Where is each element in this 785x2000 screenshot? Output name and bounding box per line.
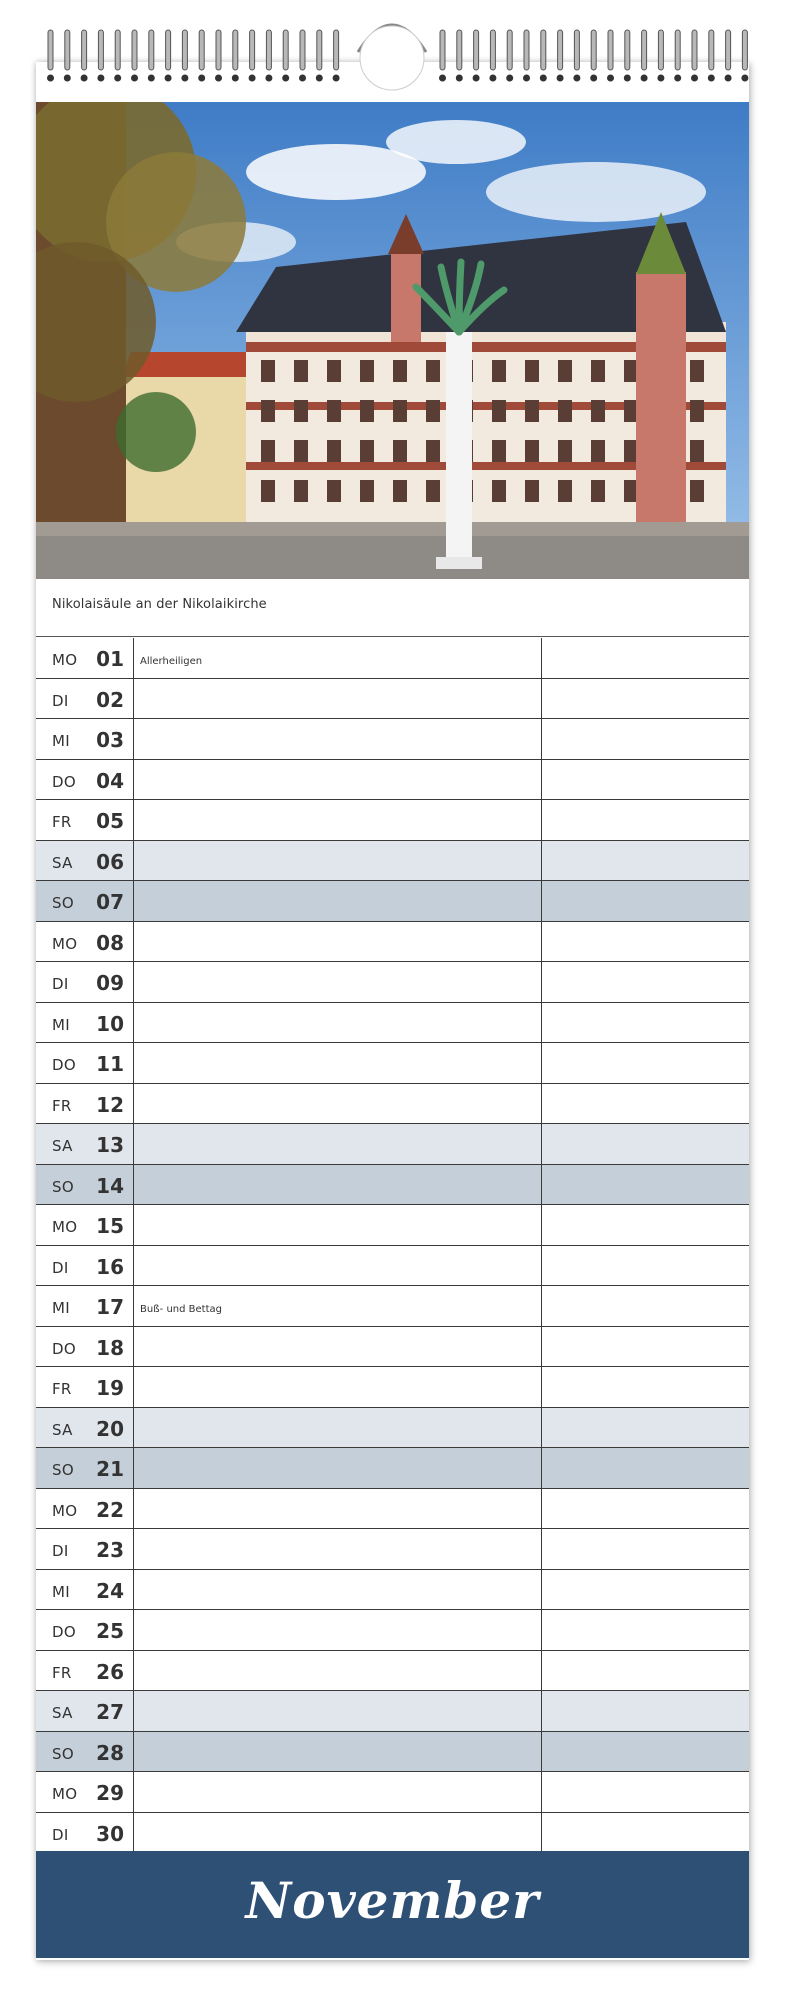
day-of-week: SO: [52, 894, 74, 912]
building-window: [690, 400, 704, 422]
building-window: [294, 400, 308, 422]
day-row: [36, 962, 749, 1003]
binding-hole: [265, 75, 272, 82]
column-divider: [541, 638, 542, 1853]
day-of-week: FR: [52, 813, 72, 831]
day-of-week: SA: [52, 1137, 73, 1155]
day-number: 08: [96, 930, 124, 955]
binding-hole: [282, 75, 289, 82]
binding-hole: [657, 75, 664, 82]
building-window: [525, 480, 539, 502]
entry-cell[interactable]: [542, 1003, 749, 1043]
day-row: [36, 1124, 749, 1165]
entry-cell[interactable]: [134, 841, 540, 881]
entry-cell[interactable]: [134, 1205, 540, 1245]
day-of-week: FR: [52, 1663, 72, 1682]
day-of-week: DO: [52, 1056, 76, 1074]
entry-cell[interactable]: [134, 1246, 540, 1286]
binding-coil: [625, 30, 630, 70]
building-window: [327, 440, 341, 462]
day-row: [36, 1651, 749, 1692]
entry-cell[interactable]: [134, 1084, 540, 1124]
building-window: [393, 440, 407, 462]
day-of-week: MO: [52, 651, 78, 669]
binding-hole: [489, 75, 496, 82]
binding-hole: [641, 75, 648, 82]
building-window: [492, 480, 506, 502]
building-window: [624, 440, 638, 462]
building-window: [393, 400, 407, 422]
binding-hole: [674, 75, 681, 82]
building-window: [360, 480, 374, 502]
binding-coil: [98, 30, 103, 70]
day-row: [36, 1489, 749, 1530]
building-window: [558, 360, 572, 382]
binding-coil: [474, 30, 479, 70]
day-of-week: DO: [52, 1339, 76, 1358]
day-of-week: MO: [52, 1218, 78, 1236]
entry-cell[interactable]: [134, 1124, 540, 1164]
entry-cell[interactable]: [542, 1732, 749, 1772]
binding-coil: [490, 30, 495, 70]
day-row: [36, 922, 749, 963]
day-number: 19: [96, 1376, 124, 1400]
day-number: 01: [96, 647, 124, 671]
binding-coil: [166, 30, 171, 70]
binding-hole: [299, 75, 306, 82]
day-of-week: SA: [52, 1420, 73, 1439]
entry-cell[interactable]: [542, 1043, 749, 1083]
day-number: 29: [96, 1781, 124, 1805]
entry-cell[interactable]: [542, 1327, 749, 1367]
day-row: [36, 1003, 749, 1044]
entry-cell[interactable]: [542, 800, 749, 840]
binding-coil: [149, 30, 154, 70]
binding-coil: [65, 30, 70, 70]
entry-cell[interactable]: [542, 1124, 749, 1164]
entry-cell[interactable]: [134, 1610, 540, 1650]
day-of-week: MI: [52, 1582, 70, 1601]
binding-hole: [691, 75, 698, 82]
binding-coil: [591, 30, 596, 70]
binding-hole: [198, 75, 205, 82]
entry-cell[interactable]: [542, 679, 749, 719]
day-number: 04: [96, 768, 124, 793]
day-number: 21: [96, 1457, 124, 1481]
building-window: [261, 480, 275, 502]
entry-cell[interactable]: [134, 1651, 540, 1691]
month-footer: [36, 1851, 749, 1958]
building-window: [591, 440, 605, 462]
binding-coil: [692, 30, 697, 70]
entry-cell[interactable]: [134, 922, 540, 962]
building-window: [558, 400, 572, 422]
building-window: [591, 400, 605, 422]
caption-divider: [36, 636, 749, 637]
building-window: [261, 400, 275, 422]
building-window: [690, 440, 704, 462]
holiday-note: Allerheiligen: [140, 656, 203, 667]
binding-hole: [607, 75, 614, 82]
day-row: [36, 1448, 749, 1489]
entry-cell[interactable]: [542, 1772, 749, 1812]
building-window: [624, 480, 638, 502]
day-of-week: MO: [52, 934, 78, 953]
entry-cell[interactable]: [542, 1651, 749, 1691]
binding-hole: [439, 75, 446, 82]
binding-hole: [181, 75, 188, 82]
day-number: 03: [96, 728, 124, 752]
entry-cell[interactable]: [542, 1529, 749, 1569]
day-number: 11: [96, 1052, 124, 1076]
building-window: [624, 360, 638, 382]
binding-coil: [675, 30, 680, 70]
entry-cell[interactable]: [134, 1043, 540, 1083]
day-number: 25: [96, 1619, 124, 1643]
binding-coil: [199, 30, 204, 70]
entry-cell[interactable]: [542, 1691, 749, 1731]
binding-hole: [64, 75, 71, 82]
building-window: [591, 480, 605, 502]
building-window: [360, 400, 374, 422]
binding-hole: [590, 75, 597, 82]
binding-hole: [148, 75, 155, 82]
day-number: 06: [96, 849, 124, 874]
binding-coil: [574, 30, 579, 70]
binding-hole: [506, 75, 513, 82]
day-number: 07: [96, 890, 124, 914]
building-window: [426, 400, 440, 422]
building-window: [525, 440, 539, 462]
day-number: 22: [96, 1497, 124, 1522]
binding-hole: [708, 75, 715, 82]
entry-cell[interactable]: [542, 1570, 749, 1610]
day-of-week: MO: [52, 1501, 78, 1520]
day-number: 30: [96, 1821, 124, 1846]
spiral-binding: [0, 0, 785, 100]
entry-cell[interactable]: [134, 1165, 540, 1205]
binding-coil: [250, 30, 255, 70]
binding-coil: [82, 30, 87, 70]
entry-cell[interactable]: [542, 922, 749, 962]
day-number: 10: [96, 1011, 124, 1036]
day-number: 28: [96, 1740, 124, 1765]
day-of-week: DI: [52, 975, 69, 993]
binding-hole: [473, 75, 480, 82]
building-window: [261, 440, 275, 462]
day-number: 27: [96, 1700, 124, 1724]
binding-hole: [316, 75, 323, 82]
binding-coil: [524, 30, 529, 70]
binding-coil: [132, 30, 137, 70]
day-of-week: FR: [52, 1380, 72, 1398]
entry-cell[interactable]: [134, 1691, 540, 1731]
entry-cell[interactable]: [134, 679, 540, 719]
day-row: [36, 1043, 749, 1084]
binding-coil: [608, 30, 613, 70]
day-of-week: SA: [52, 853, 73, 872]
binding-hole: [624, 75, 631, 82]
entry-cell[interactable]: [542, 1205, 749, 1245]
day-row: [36, 719, 749, 760]
building-window: [393, 480, 407, 502]
day-of-week: SO: [52, 1461, 74, 1479]
building-window: [591, 360, 605, 382]
entry-cell[interactable]: [134, 1327, 540, 1367]
binding-coil: [642, 30, 647, 70]
day-row: [36, 881, 749, 922]
binding-hole: [540, 75, 547, 82]
building-window: [525, 360, 539, 382]
binding-hole: [97, 75, 104, 82]
binding-coil: [300, 30, 305, 70]
binding-hole: [131, 75, 138, 82]
day-number: 05: [96, 809, 124, 833]
day-of-week: MI: [52, 1299, 70, 1317]
day-number: 12: [96, 1092, 124, 1117]
binding-coil: [115, 30, 120, 70]
binding-coil: [317, 30, 322, 70]
building-window: [426, 360, 440, 382]
day-number: 15: [96, 1214, 124, 1238]
binding-coil: [216, 30, 221, 70]
day-of-week: DI: [52, 691, 69, 710]
binding-hole: [523, 75, 530, 82]
day-number: 18: [96, 1335, 124, 1360]
building-window: [294, 480, 308, 502]
binding-coil: [334, 30, 339, 70]
day-of-week: DO: [52, 772, 76, 791]
entry-cell[interactable]: [542, 881, 749, 921]
day-number: 23: [96, 1538, 124, 1562]
binding-hole: [47, 75, 54, 82]
day-row: [36, 1205, 749, 1246]
binding-hole: [456, 75, 463, 82]
day-row: [36, 841, 749, 882]
binding-hole: [232, 75, 239, 82]
building-window: [690, 480, 704, 502]
building-window: [558, 480, 572, 502]
binding-coil: [709, 30, 714, 70]
entry-cell[interactable]: [134, 800, 540, 840]
building-window: [492, 360, 506, 382]
day-row: [36, 638, 749, 679]
binding-coil: [266, 30, 271, 70]
day-row: [36, 1327, 749, 1368]
day-row: [36, 1286, 749, 1327]
entry-cell[interactable]: [542, 760, 749, 800]
day-of-week: DI: [52, 1825, 69, 1844]
binding-coil: [457, 30, 462, 70]
day-row: [36, 1084, 749, 1125]
building-window: [261, 360, 275, 382]
day-number: 16: [96, 1254, 124, 1279]
entry-cell[interactable]: [542, 1084, 749, 1124]
day-of-week: FR: [52, 1096, 72, 1115]
day-of-week: SA: [52, 1704, 73, 1722]
building-window: [525, 400, 539, 422]
building-window: [327, 360, 341, 382]
day-row: [36, 1772, 749, 1813]
entry-cell[interactable]: [542, 1489, 749, 1529]
entry-cell[interactable]: [134, 881, 540, 921]
binding-coil: [182, 30, 187, 70]
entry-cell[interactable]: [134, 1489, 540, 1529]
building-window: [624, 400, 638, 422]
month-title: November: [245, 1871, 540, 1930]
entry-cell[interactable]: [134, 1448, 540, 1488]
day-number: 17: [96, 1295, 124, 1319]
binding-coil: [507, 30, 512, 70]
holiday-note: Buß- und Bettag: [140, 1304, 223, 1315]
day-number: 14: [96, 1173, 124, 1198]
entry-cell[interactable]: [542, 1610, 749, 1650]
binding-hole: [114, 75, 121, 82]
binding-coil: [558, 30, 563, 70]
day-row: [36, 1732, 749, 1773]
binding-coil: [658, 30, 663, 70]
day-of-week: SO: [52, 1177, 74, 1196]
binding-hole: [165, 75, 172, 82]
day-row: [36, 1570, 749, 1611]
column-divider: [133, 638, 134, 1853]
day-row: [36, 1813, 749, 1854]
photo-caption: Nikolaisäule an der Nikolaikirche: [52, 597, 267, 612]
day-of-week: MI: [52, 1015, 70, 1034]
day-number: 09: [96, 971, 124, 995]
binding-hole: [573, 75, 580, 82]
building-window: [558, 440, 572, 462]
day-row: [36, 1610, 749, 1651]
entry-cell[interactable]: [542, 1813, 749, 1853]
binding-coil: [742, 30, 747, 70]
day-grid: [36, 638, 749, 1853]
day-row: [36, 800, 749, 841]
day-row: [36, 760, 749, 801]
binding-coil: [48, 30, 53, 70]
binding-coil: [233, 30, 238, 70]
building-window: [426, 440, 440, 462]
entry-cell[interactable]: [134, 1813, 540, 1853]
entry-cell[interactable]: [134, 1529, 540, 1569]
entry-cell[interactable]: [134, 1570, 540, 1610]
binding-coil: [541, 30, 546, 70]
day-row: [36, 679, 749, 720]
binding-hole: [333, 75, 340, 82]
building-window: [492, 440, 506, 462]
entry-cell[interactable]: [134, 719, 540, 759]
entry-cell[interactable]: [134, 1367, 540, 1407]
binding-hole: [557, 75, 564, 82]
day-number: 26: [96, 1659, 124, 1684]
day-row: [36, 1529, 749, 1570]
entry-cell[interactable]: [542, 962, 749, 1002]
binding-hole: [725, 75, 732, 82]
entry-cell[interactable]: [542, 1408, 749, 1448]
day-number: 24: [96, 1578, 124, 1603]
entry-cell[interactable]: [134, 1408, 540, 1448]
entry-cell[interactable]: [134, 1003, 540, 1043]
day-row: [36, 1165, 749, 1206]
entry-cell[interactable]: [542, 1246, 749, 1286]
day-number: 20: [96, 1416, 124, 1441]
building-window: [327, 480, 341, 502]
day-number: 13: [96, 1133, 124, 1157]
day-of-week: DI: [52, 1542, 69, 1560]
entry-cell[interactable]: [134, 1286, 540, 1326]
binding-hole: [249, 75, 256, 82]
day-row: [36, 1246, 749, 1287]
binding-hole: [215, 75, 222, 82]
day-row: [36, 1691, 749, 1732]
entry-cell[interactable]: [134, 962, 540, 1002]
binding-coil: [440, 30, 445, 70]
day-row: [36, 1367, 749, 1408]
building-window: [426, 480, 440, 502]
entry-cell[interactable]: [542, 841, 749, 881]
binding-coil: [283, 30, 288, 70]
day-of-week: SO: [52, 1744, 74, 1763]
building-window: [294, 360, 308, 382]
building-window: [360, 440, 374, 462]
day-of-week: DI: [52, 1258, 69, 1277]
day-of-week: DO: [52, 1623, 76, 1641]
building-window: [492, 400, 506, 422]
building-window: [360, 360, 374, 382]
entry-cell[interactable]: [134, 1772, 540, 1812]
entry-cell[interactable]: [542, 1448, 749, 1488]
building-window: [294, 440, 308, 462]
day-of-week: MI: [52, 732, 70, 750]
building-window: [393, 360, 407, 382]
day-of-week: MO: [52, 1785, 78, 1803]
entry-cell[interactable]: [542, 1165, 749, 1205]
day-row: [36, 1408, 749, 1449]
entry-cell[interactable]: [134, 1732, 540, 1772]
entry-cell[interactable]: [542, 638, 749, 678]
entry-cell[interactable]: [542, 719, 749, 759]
building-window: [327, 400, 341, 422]
calendar-photo: [36, 102, 749, 579]
building-window: [690, 360, 704, 382]
binding-hole: [81, 75, 88, 82]
entry-cell[interactable]: [542, 1286, 749, 1326]
binding-hole: [741, 75, 748, 82]
entry-cell[interactable]: [134, 760, 540, 800]
day-number: 02: [96, 687, 124, 712]
entry-cell[interactable]: [542, 1367, 749, 1407]
binding-coil: [726, 30, 731, 70]
entry-cell[interactable]: [134, 638, 540, 678]
